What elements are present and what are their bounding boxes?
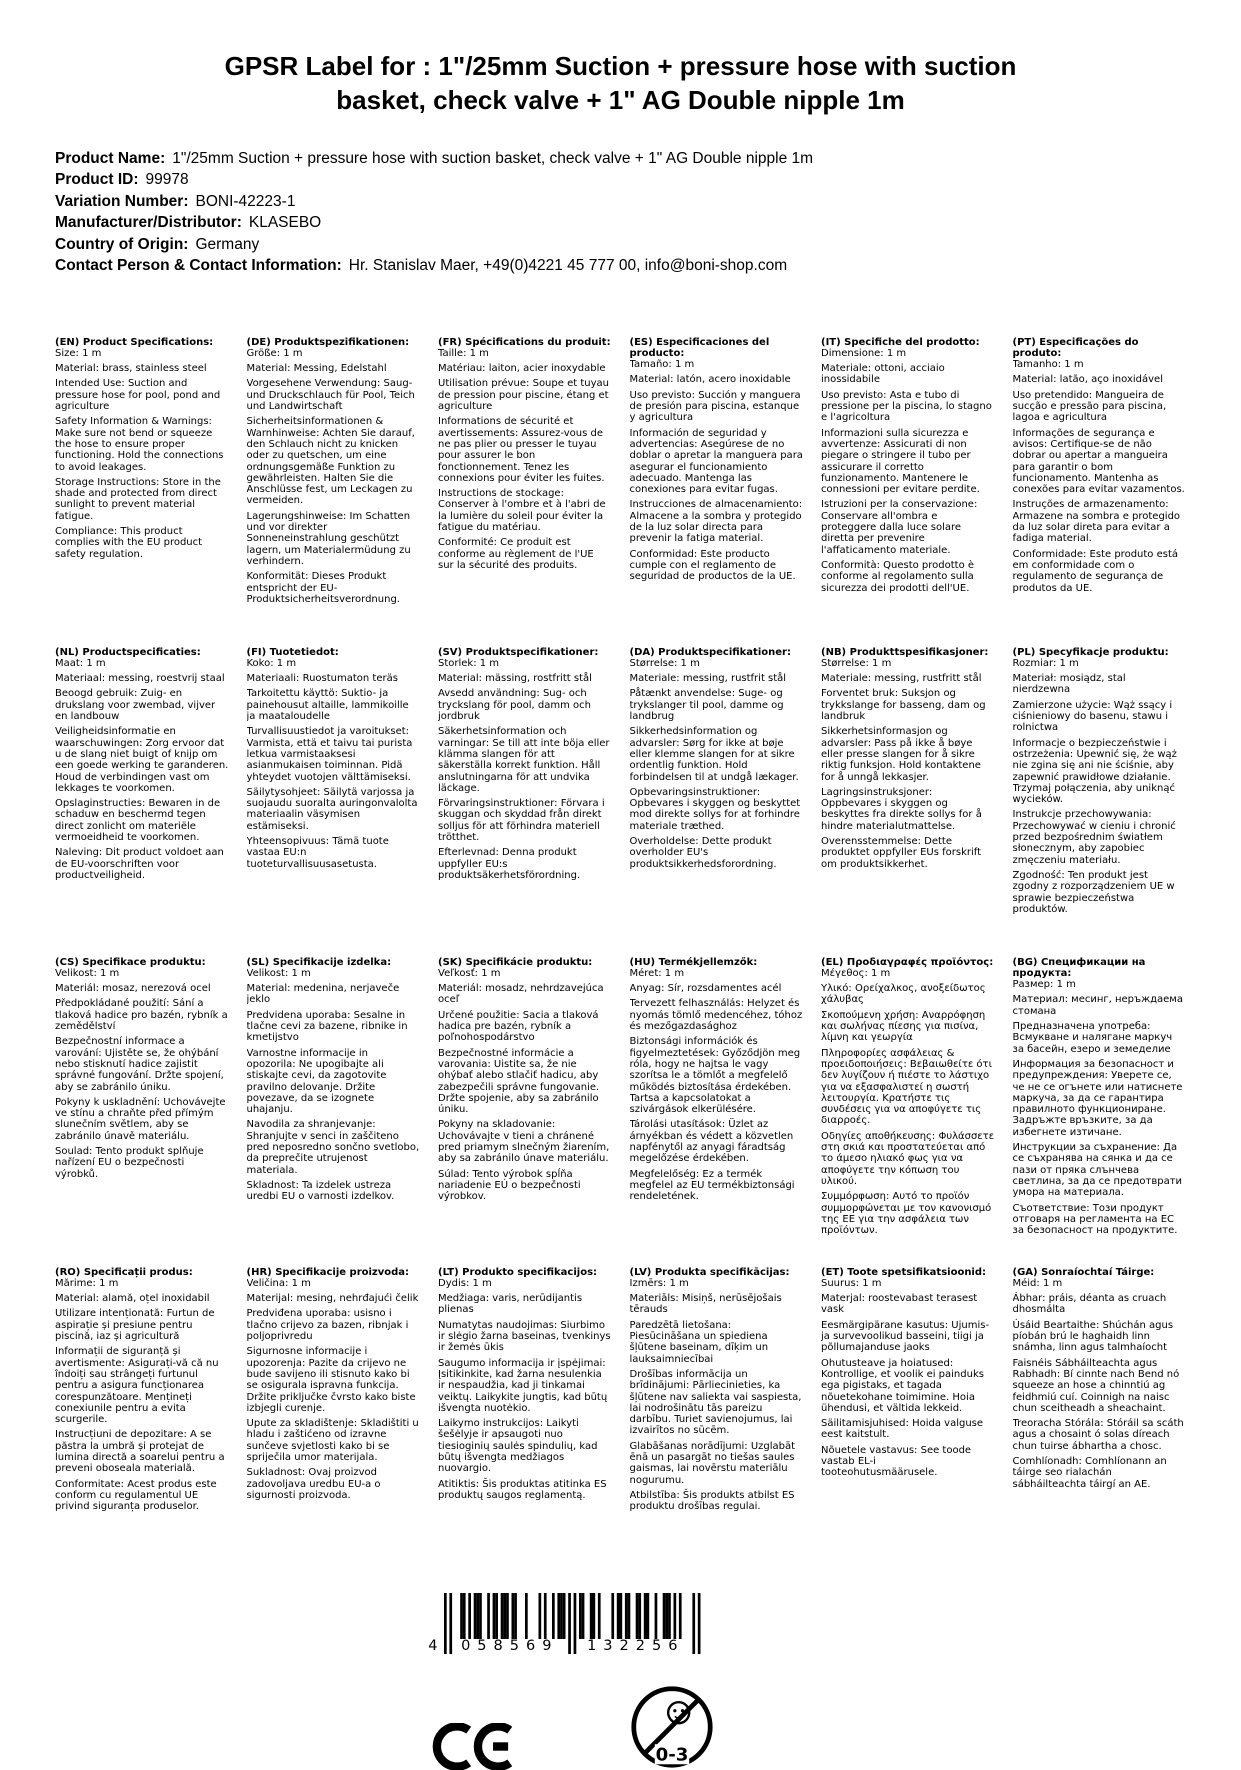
spec-block-title: (GA) Sonraíochtaí Táirge: xyxy=(1012,1266,1155,1278)
spec-paragraph: Materjal: roostevabast terasest vask xyxy=(821,1293,978,1316)
spec-block-title: (EN) Product Specifications: xyxy=(55,336,214,348)
spec-paragraph: Upute za skladištenje: Skladištiti u hladu i zaštićeno od izravne sunčeve svjetlosti kako bi se spriječila umor materijala. xyxy=(246,1418,419,1464)
spec-paragraph: Материал: месинг, неръждаема стомана xyxy=(1012,994,1183,1017)
spec-paragraph: Biztonsági információk és figyelmeztetések: Győződjön meg róla, hogy ne hajtsa le vagy szorítsa le a tömlőt a megfelelő működés biztosítása érdekében. Tartsa a kapcsolatokat a szivárgások elkerülésére. xyxy=(629,1036,801,1116)
spec-block xyxy=(55,337,229,647)
spec-paragraph: Bezpečnostné informácie a varovania: Uistite sa, že nie ohýbať alebo stlačiť hadicu, aby zabezpečili správne fungovanie. Držte spojenie, aby sa zabránilo úniku. xyxy=(438,1047,600,1116)
spec-paragraph: Opbevaringsinstruktioner: Opbevares i skyggen og beskyttet mod direkte sollys for at forhindre materiale træthed. xyxy=(629,786,801,832)
spec-paragraph: Předpokládané použití: Sání a tlaková hadice pro bazén, rybník a zemědělství xyxy=(55,998,228,1033)
spec-block-body xyxy=(630,658,804,870)
product-info-label: Contact Person & Contact Information: xyxy=(55,257,342,275)
spec-block-body xyxy=(438,968,612,1203)
spec-block xyxy=(1013,647,1187,957)
spec-paragraph: Størrelse: 1 m xyxy=(629,657,700,669)
spec-block-title: (PL) Specyfikacje produktu: xyxy=(1012,646,1169,658)
product-info-value: 1"/25mm Suction + pressure hose with suction basket, check valve + 1" AG Double nipple 1m xyxy=(172,149,814,167)
spec-paragraph: Méret: 1 m xyxy=(629,967,685,979)
spec-paragraph: Určené použitie: Sacia a tlaková hadica pre bazén, rybník a poľnohospodárstvo xyxy=(438,1009,599,1044)
spec-paragraph: Drošības informācija un brīdinājumi: Pārliecinieties, ka šļūtene nav saliekta vai saspiesta, lai nodrošinātu tās pareizu darbību. Turiet savienojumus, lai izvairītos no sūcēm. xyxy=(629,1368,802,1437)
specs-grid xyxy=(55,337,1186,1577)
spec-paragraph: Méid: 1 m xyxy=(1012,1277,1063,1289)
spec-paragraph: Izmērs: 1 m xyxy=(629,1277,689,1289)
spec-paragraph: Materiál: mosaz, nerezová ocel xyxy=(55,983,211,995)
spec-block-body xyxy=(247,968,421,1203)
spec-paragraph: Varnostne informacije in opozorila: Ne upogibajte ali stiskajte cevi, da zagotovite pravilno delovanje. Držite povezave, da se izognete uhajanju. xyxy=(246,1047,387,1116)
spec-paragraph: Instruções de armazenamento: Armazene na sombra e protegido da luz solar direta para evitar a fadiga material. xyxy=(1012,499,1181,545)
spec-paragraph: Informații de siguranță și avertismente: Asigurați-vă că nu îndoiți sau strângeți furtunul pentru a asigura funcționarea corespunzătoare. Mențineți conexiunile pentru a evita scurgerile. xyxy=(55,1346,219,1426)
spec-paragraph: Istruzioni per la conservazione: Conservare all'ombra e proteggere dalla luce solare diretta per prevenire l'affaticamento materiale. xyxy=(821,499,978,556)
spec-paragraph: Predvidena uporaba: Sesalne in tlačne cevi za bazene, ribnike in kmetijstvo xyxy=(246,1009,408,1044)
spec-block-title: (FR) Spécifications du produit: xyxy=(438,336,611,348)
spec-block xyxy=(821,337,995,647)
spec-paragraph: Informacje o bezpieczeństwie i ostrzeżenia: Upewnić się, że wąż nie zgina się ani nie ściśnie, aby zapewnić prawidłowe działanie. Trzymaj połączenia, aby uniknąć wycieków. xyxy=(1012,737,1177,806)
spec-paragraph: Съответствие: Този продукт отговаря на регламента на ЕС за безопасност на продуктите. xyxy=(1012,1202,1178,1237)
spec-paragraph: Størrelse: 1 m xyxy=(821,657,892,669)
spec-paragraph: Tervezett felhasználás: Helyzet és nyomás tömlő medencéhez, tóhoz és mezőgazdasághoz xyxy=(629,998,803,1033)
spec-paragraph: Lagerungshinweise: Im Schatten und vor direkter Sonneneinstrahlung geschützt lagern, um Materialermüdung zu verhindern. xyxy=(246,510,411,567)
spec-block xyxy=(247,337,421,647)
spec-block-body xyxy=(630,359,804,582)
product-info-value: Germany xyxy=(195,235,260,253)
spec-paragraph: Conformidad: Este producto cumple con el reglamento de seguridad de productos de la UE. xyxy=(629,548,796,583)
spec-paragraph: Предназначена употреба: Всмукване и налягане маркуч за басейн, езеро и земеделие xyxy=(1012,1021,1173,1055)
spec-block-body xyxy=(821,658,995,870)
spec-paragraph: Comhlíonadh: Comhlíonann an táirge seo rialachán sábháilteachta táirgí an AE. xyxy=(1012,1456,1167,1490)
spec-paragraph: Overholdelse: Dette produkt overholder EU's produktsikkerhedsforordning. xyxy=(629,836,777,870)
spec-paragraph: Paredzētā lietošana: Piesūcināšana un spiediena šļūtene baseinam, dīķim un lauksaimniecībai xyxy=(629,1319,769,1365)
spec-paragraph: Forventet bruk: Suksjon og trykkslange for basseng, dam og landbruk xyxy=(821,688,986,723)
spec-block xyxy=(1013,957,1187,1267)
spec-block xyxy=(630,337,804,647)
product-info-row xyxy=(55,255,1186,277)
spec-block-body xyxy=(55,658,229,881)
product-info-label: Product ID: xyxy=(55,171,139,189)
spec-paragraph: Uso pretendido: Mangueira de sucção e pressão para piscina, lagoa e agricultura xyxy=(1012,389,1167,424)
spec-paragraph: Größe: 1 m xyxy=(246,347,303,359)
spec-paragraph: Οδηγίες αποθήκευσης: Φυλάσσετε στη σκιά και προστατεύεται από το άμεσο ηλιακό φως για να αποφύγετε την κόπωση του υλικού. xyxy=(821,1130,995,1187)
spec-block-title: (IT) Specifiche del prodotto: xyxy=(821,336,980,348)
product-info-row xyxy=(55,234,1186,256)
product-info-label: Manufacturer/Distributor: xyxy=(55,214,242,232)
spec-paragraph: Nõuetele vastavus: See toode vastab EL-i tooteohutusmäärusele. xyxy=(821,1444,972,1479)
spec-paragraph: Veličina: 1 m xyxy=(246,1277,311,1289)
spec-paragraph: Veiligheidsinformatie en waarschuwingen: Zorg ervoor dat u de slang niet buigt of knijp om een goede werking te garanderen. Houd de verbindingen vast om lekkages te voorkomen. xyxy=(55,726,229,794)
spec-block-body xyxy=(247,348,421,605)
spec-paragraph: Safety Information & Warnings: Make sure not bend or squeeze the hose to ensure proper functioning. Hold the connections to avoid leakages. xyxy=(55,416,224,473)
spec-block-body xyxy=(247,1278,421,1501)
spec-block xyxy=(55,1267,229,1577)
spec-block-title: (ES) Especificaciones del producto: xyxy=(629,336,770,359)
age-warning-label: 0-3 xyxy=(655,1744,688,1766)
spec-paragraph: Úsáid Beartaithe: Shúchán agus píobán brú le haghaidh linn snámha, linn agus talmhaíocht xyxy=(1012,1319,1174,1354)
spec-block xyxy=(1013,1267,1187,1577)
spec-block-title: (ET) Toote spetsifikatsioonid: xyxy=(821,1266,987,1278)
spec-paragraph: Soulad: Tento produkt splňuje nařízení EU o bezpečnosti výrobků. xyxy=(55,1146,204,1180)
spec-paragraph: Σκοπούμενη χρήση: Αναρρόφηση και σωλήνας πίεσης για πισίνα, λίμνη και γεωργία xyxy=(821,1009,986,1044)
spec-paragraph: Size: 1 m xyxy=(55,347,102,359)
spec-block-body xyxy=(630,1278,804,1513)
spec-paragraph: Dydis: 1 m xyxy=(438,1277,492,1289)
spec-paragraph: Πληροφορίες ασφάλειας & προειδοποιήσεις: Βεβαιωθείτε ότι δεν λυγίζουν ή πιέστε το λάστιχο για να εξασφαλιστεί η σωστή λειτουργία. Κρατήστε τις συνδέσεις για να αποφύγετε τις διαρροές. xyxy=(821,1047,992,1127)
spec-block-body xyxy=(821,968,995,1237)
spec-block xyxy=(1013,337,1187,647)
spec-block xyxy=(247,957,421,1267)
spec-paragraph: Pokyny na skladovanie: Uchovávajte v tieni a chránené pred priamym slnečným žiarením, aby sa zabránilo únave materiálu. xyxy=(438,1119,610,1165)
spec-paragraph: Instrukcje przechowywania: Przechowywać w cieniu i chronić przed bezpośrednim światłem słonecznym, aby zapobiec zmęczeniu materiału. xyxy=(1012,809,1176,866)
spec-paragraph: Storage Instructions: Store in the shade and protected from direct sunlight to prevent material fatigue. xyxy=(55,476,221,522)
spec-paragraph: Velikost: 1 m xyxy=(246,967,311,979)
spec-block-title: (HU) Termékjellemzők: xyxy=(629,956,758,968)
spec-paragraph: Påtænkt anvendelse: Suge- og trykslanger til pool, damme og landbrug xyxy=(629,688,784,723)
spec-paragraph: Matériau: laiton, acier inoxydable xyxy=(438,363,606,375)
spec-paragraph: Skladnost: Ta izdelek ustreza uredbi EU o varnosti izdelkov. xyxy=(246,1179,395,1203)
spec-paragraph: Avsedd användning: Sug- och tryckslang för pool, damm och jordbruk xyxy=(438,688,591,723)
spec-paragraph: Υλικό: Ορείχαλκος, ανοξείδωτος χάλυβας xyxy=(821,983,986,1006)
spec-paragraph: Materiał: mosiądz, stal nierdzewna xyxy=(1012,673,1126,696)
spec-paragraph: Información de seguridad y advertencias: Asegúrese de no doblar o apretar la manguera para asegurar el funcionamiento adecuado. Mantenga las conexiones para evitar fugas. xyxy=(629,427,803,496)
spec-paragraph: Veľkosť: 1 m xyxy=(438,967,501,979)
spec-paragraph: Vorgesehene Verwendung: Saug- und Druckschlauch für Pool, Teich und Landwirtschaft xyxy=(246,378,415,413)
spec-block-title: (PT) Especificações do produto: xyxy=(1012,336,1139,359)
spec-paragraph: Materiaal: messing, roestvrij staal xyxy=(55,673,225,685)
spec-paragraph: Informazioni sulla sicurezza e avvertenze: Assicurati di non piegare o stringere il tubo per assicurare il corretto funzionamento. Mantenere le connessioni per evitare perdite. xyxy=(821,427,980,496)
spec-block-title: (HR) Specifikacije proizvoda: xyxy=(246,1266,410,1278)
spec-paragraph: Treoracha Stórála: Stóráil sa scáth agus a chosaint ó solas díreach chun tuirse ábhartha a chosc. xyxy=(1012,1418,1184,1452)
page-title xyxy=(0,0,1241,118)
spec-paragraph: Compliance: This product complies with the EU product safety regulation. xyxy=(55,526,203,560)
spec-paragraph: Conformitate: Acest produs este conform cu regulamentul UE privind siguranța produselor. xyxy=(55,1478,217,1513)
spec-block xyxy=(438,337,612,647)
spec-paragraph: Tarkoitettu käyttö: Suktio- ja painehousut altaille, lammikoille ja maataloudelle xyxy=(246,688,409,723)
spec-paragraph: Instrucciones de almacenamiento: Almacene a la sombra y protegido de la luz solar directa para prevenir la fatiga material. xyxy=(629,499,803,545)
spec-paragraph: Turvallisuustiedot ja varoitukset: Varmista, että et taivu tai purista letkua varmistaaksesi asianmukaisen toiminnan. Pidä yhteydet vuotojen välttämiseksi. xyxy=(246,726,413,783)
spec-paragraph: Tamaño: 1 m xyxy=(629,359,695,371)
page-title-line-1: GPSR Label for : 1"/25mm Suction + pressure hose with suction xyxy=(224,51,1017,81)
spec-paragraph: Material: medenina, nerjaveče jeklo xyxy=(246,983,400,1006)
spec-block-title: (RO) Specificații produs: xyxy=(55,1266,193,1278)
spec-block-title: (CS) Specifikace produktu: xyxy=(55,956,206,968)
ean13-barcode xyxy=(428,1593,701,1658)
spec-paragraph: Faisnéis Sábháilteachta agus Rabhadh: Bí cinnte nach Bend nó squeeze an hose a chinntiú ag feidhmiú cuí. Coinnigh na naisc chun sceitheadh a sheachaint. xyxy=(1012,1357,1180,1414)
spec-block xyxy=(247,647,421,957)
spec-block xyxy=(821,647,995,957)
spec-block-body xyxy=(1013,979,1187,1236)
spec-paragraph: Suurus: 1 m xyxy=(821,1277,882,1289)
spec-block xyxy=(630,1267,804,1577)
spec-paragraph: Megfelelőség: Ez a termék megfelel az EU termékbiztonsági rendeletének. xyxy=(629,1168,795,1203)
product-info-row xyxy=(55,148,1186,170)
spec-paragraph: Material: latón, acero inoxidable xyxy=(629,374,791,386)
spec-block xyxy=(438,647,612,957)
spec-block xyxy=(438,957,612,1267)
spec-block xyxy=(821,1267,995,1577)
spec-paragraph: Conformità: Questo prodotto è conforme al regolamento sulla sicurezza dei prodotti dell'UE. xyxy=(821,559,975,594)
spec-paragraph: Materiál: mosadz, nehrdzavejúca oceľ xyxy=(438,983,604,1006)
spec-paragraph: Ábhar: práis, déanta as cruach dhosmálta xyxy=(1012,1293,1167,1316)
spec-paragraph: Tárolási utasítások: Üzlet az árnyékban és védett a közvetlen napfénytől az anyagi fáradtság megelőzése érdekében. xyxy=(629,1119,794,1165)
spec-paragraph: Material: brass, stainless steel xyxy=(55,363,207,375)
spec-block-body xyxy=(821,1278,995,1479)
compliance-icons-row xyxy=(431,1684,715,1770)
product-info xyxy=(55,148,1186,277)
spec-paragraph: Instrucțiuni de depozitare: A se păstra la umbră și protejat de lumina directă a soarelui pentru a preveni oboseala materială. xyxy=(55,1429,225,1475)
spec-paragraph: Säkerhetsinformation och varningar: Se till att inte böja eller klämma slangen för att säkerställa korrekt funktion. Håll anslutningarna för att undvika läckage. xyxy=(438,726,610,794)
spec-paragraph: Navodila za shranjevanje: Shranjujte v senci in zaščiteno pred neposredno sončno svetlobo, da preprečite utrujenost materiala. xyxy=(246,1119,420,1176)
product-info-value: BONI-42223-1 xyxy=(195,192,296,210)
spec-paragraph: Informações de segurança e avisos: Certifique-se de não dobrar ou apertar a mangueira para garantir o bom funcionamento. Mantenha as conexões para evitar vazamentos. xyxy=(1012,427,1185,496)
spec-paragraph: Material: Messing, Edelstahl xyxy=(246,363,387,375)
spec-paragraph: Storlek: 1 m xyxy=(438,657,500,669)
spec-paragraph: Sikkerhedsinformation og advarsler: Sørg for ikke at bøje eller klemme slangen for at sikre ordentlig funktion. Hold forbindelsen til at undgå lækager. xyxy=(629,726,799,783)
spec-block-body xyxy=(247,658,421,870)
spec-paragraph: Säilitamisjuhised: Hoida valguse eest kaitstult. xyxy=(821,1418,984,1441)
spec-paragraph: Размер: 1 m xyxy=(1012,979,1076,991)
spec-paragraph: Maat: 1 m xyxy=(55,657,106,669)
product-info-value: Hr. Stanislav Maer, +49(0)4221 45 777 00, info@boni-shop.com xyxy=(348,257,788,275)
spec-block xyxy=(55,957,229,1267)
spec-block-title: (SK) Špecifikácie produktu: xyxy=(438,956,593,968)
spec-paragraph: Koko: 1 m xyxy=(246,657,297,669)
spec-paragraph: Zgodność: Ten produkt jest zgodny z rozporządzeniem UE w sprawie bezpieczeństwa produktów. xyxy=(1012,869,1175,915)
spec-paragraph: Lagringsinstruksjoner: Oppbevares i skyggen og beskyttes fra direkte sollys for å hindre materialutmattelse. xyxy=(821,786,982,832)
spec-paragraph: Uso previsto: Succión y manguera de presión para piscina, estanque y agricultura xyxy=(629,389,801,424)
spec-block-body xyxy=(630,968,804,1203)
spec-paragraph: Materijal: mesing, nehrđajući čelik xyxy=(246,1293,419,1305)
spec-paragraph: Μέγεθος: 1 m xyxy=(821,967,891,979)
spec-paragraph: Förvaringsinstruktioner: Förvara i skuggan och skyddad från direkt solljus för att förhindra materiell trötthet. xyxy=(438,798,605,844)
spec-block-title: (NL) Productspecificaties: xyxy=(55,646,201,658)
spec-block-body xyxy=(55,968,229,1180)
spec-paragraph: Säilytysohjeet: Säilytä varjossa ja suojaudu suoralta auringonvalolta materiaalin väsymisen estämiseksi. xyxy=(246,786,418,832)
spec-block-body xyxy=(438,348,612,571)
product-info-value: KLASEBO xyxy=(248,214,322,232)
spec-block-title: (LV) Produkta specifikācijas: xyxy=(629,1266,790,1278)
spec-paragraph: Konformität: Dieses Produkt entspricht der EU-Produktsicherheitsverordnung. xyxy=(246,571,400,605)
spec-block xyxy=(247,1267,421,1577)
spec-block-title: (NB) Produkttspesifikasjoner: xyxy=(821,646,989,658)
product-info-row xyxy=(55,169,1186,191)
barcode-right-group: 132256 xyxy=(587,1637,685,1654)
spec-paragraph: Velikost: 1 m xyxy=(55,967,120,979)
spec-paragraph: Intended Use: Suction and pressure hose for pool, pond and agriculture xyxy=(55,378,221,413)
spec-paragraph: Materiale: messing, rustfritt stål xyxy=(821,673,982,685)
spec-paragraph: Opslaginstructies: Bewaren in de schaduw en beschermd tegen direct zonlicht om materiële vermoeidheid te voorkomen. xyxy=(55,798,221,844)
spec-paragraph: Συμμόρφωση: Αυτό το προϊόν συμμορφώνεται με τον κανονισμό της ΕΕ για την ασφάλεια των προϊόντων. xyxy=(821,1191,992,1237)
spec-paragraph: Yhteensopivuus: Tämä tuote vastaa EU:n tuoteturvallisuusasetusta. xyxy=(246,836,389,870)
spec-paragraph: Material: latão, aço inoxidável xyxy=(1012,374,1163,386)
spec-block-body xyxy=(438,658,612,881)
spec-block-title: (FI) Tuotetiedot: xyxy=(246,646,339,658)
spec-block-body xyxy=(55,348,229,560)
spec-paragraph: Taille: 1 m xyxy=(438,347,489,359)
barcode-left-group: 058569 xyxy=(461,1637,559,1654)
spec-paragraph: Materiāls: Misiņš, nerūsējošais tērauds xyxy=(629,1293,782,1316)
spec-block xyxy=(55,647,229,957)
spec-paragraph: Pokyny k uskladnění: Uchovávejte ve stínu a chraňte před přímým slunečním světlem, aby se zabránilo únavě materiálu. xyxy=(55,1096,226,1142)
spec-block-title: (LT) Produkto specifikacijos: xyxy=(438,1266,598,1278)
spec-paragraph: Beoogd gebruik: Zuig- en drukslang voor zwembad, vijver en landbouw xyxy=(55,688,216,723)
spec-paragraph: Eesmärgipärane kasutus: Ujumis- ja survevoolikud basseini, tiigi ja põllumajanduse jaoks xyxy=(821,1319,990,1354)
spec-paragraph: Rozmiar: 1 m xyxy=(1012,657,1079,669)
spec-paragraph: Dimensione: 1 m xyxy=(821,347,907,359)
ce-mark-icon xyxy=(431,1723,519,1770)
spec-block-title: (SV) Produktspecifikationer: xyxy=(438,646,599,658)
spec-block-title: (BG) Спецификации на продукта: xyxy=(1012,956,1146,979)
spec-paragraph: Atitiktis: Šis produktas atitinka ES produktų saugos reglamentą. xyxy=(438,1478,607,1501)
product-info-value: 99978 xyxy=(145,171,189,189)
spec-paragraph: Materiaali: Ruostumaton teräs xyxy=(246,673,398,685)
spec-paragraph: Glabāšanas norādījumi: Uzglabāt ēnā un pasargāt no tiešas saules gaismas, lai novērstu materiālu nogurumu. xyxy=(629,1440,796,1486)
product-info-row xyxy=(55,191,1186,213)
bottom-section xyxy=(0,1593,1241,1770)
spec-paragraph: Predviđena uporaba: usisno i tlačno crijevo za bazen, ribnjak i poljoprivredu xyxy=(246,1308,409,1343)
spec-paragraph: Sukladnost: Ovaj proizvod zadovoljava uredbu EU-a o sigurnosti proizvoda. xyxy=(246,1467,381,1501)
spec-paragraph: Ohutusteave ja hoiatused: Kontrollige, et voolik ei painduks ega pigistaks, et tagada nõuetekohane toimimine. Hoia ühendusi, et vältida lekkeid. xyxy=(821,1357,984,1414)
age-warning-0-3-icon xyxy=(629,1684,715,1770)
spec-paragraph: Naleving: Dit product voldoet aan de EU-voorschriften voor productveiligheid. xyxy=(55,847,224,881)
spec-paragraph: Bezpečnostní informace a varování: Ujistěte se, že ohýbání nebo stisknutí hadice zajistit správné fungování. Držte spojení, aby se zabránilo úniku. xyxy=(55,1036,224,1093)
spec-block xyxy=(630,647,804,957)
spec-paragraph: Materiale: ottoni, acciaio inossidabile xyxy=(821,363,945,386)
spec-paragraph: Sigurnosne informacije i upozorenja: Pazite da crijevo ne bude savijeno ili stisnuto kako bi se osigurala ispravna funkcija. Držite priključke čvrsto kako biste izbjegli curenje. xyxy=(246,1346,416,1414)
spec-paragraph: Material: alamă, oțel inoxidabil xyxy=(55,1293,210,1305)
spec-paragraph: Numatytas naudojimas: Siurbimo ir slėgio žarna baseinas, tvenkinys ir žemės ūkis xyxy=(438,1319,611,1354)
spec-paragraph: Informations de sécurité et avertissements: Assurez-vous de ne pas plier ou presser le tuyau pour assurer le bon fonctionnement. Tenez les connexions pour éviter les fuites. xyxy=(438,416,605,484)
spec-block xyxy=(438,1267,612,1577)
spec-paragraph: Sikkerhetsinformasjon og advarsler: Pass på ikke å bøye eller presse slangen for å sikre riktig funksjon. Hold kontaktene for å unngå lekkasjer. xyxy=(821,726,981,783)
spec-paragraph: Laikymo instrukcijos: Laikyti šešėlyje ir apsaugoti nuo tiesioginių saulės spindulių, kad būtų išvengta medžiagos nuovargio. xyxy=(438,1418,598,1475)
spec-paragraph: Conformité: Ce produit est conforme au règlement de l'UE sur la sécurité des produits. xyxy=(438,537,594,571)
spec-paragraph: Инструкции за съхранение: Да се съхранява на сянка и да се пази от пряка слънчева светлина, за да се предотврати умора на материала. xyxy=(1012,1142,1183,1199)
spec-block-body xyxy=(821,348,995,594)
spec-paragraph: Uso previsto: Asta e tubo di pressione per la piscina, lo stagno e l'agricoltura xyxy=(821,389,992,424)
barcode-first-digit: 4 xyxy=(428,1637,438,1654)
spec-paragraph: Информация за безопасност и предупреждения: Уверете се, че не се огънете или натиснете маркуча, за да се гарантира правилното функциониране. Задръжте връзките, за да избегнете изтичане. xyxy=(1012,1058,1183,1138)
spec-paragraph: Material: mässing, rostfritt stål xyxy=(438,673,592,685)
product-info-label: Product Name: xyxy=(55,149,166,167)
page-title-line-2: basket, check valve + 1" AG Double nipple 1m xyxy=(336,84,905,115)
spec-paragraph: Overensstemmelse: Dette produktet oppfyller EUs forskrift om produktsikkerhet. xyxy=(821,836,982,870)
spec-paragraph: Mărime: 1 m xyxy=(55,1277,119,1289)
spec-paragraph: Utilizare intenționată: Furtun de aspirație și presiune pentru piscină, iaz și agricultură xyxy=(55,1308,215,1343)
spec-block xyxy=(821,957,995,1267)
spec-block xyxy=(630,957,804,1267)
product-info-row xyxy=(55,212,1186,234)
spec-block-body xyxy=(1013,359,1187,594)
spec-paragraph: Tamanho: 1 m xyxy=(1012,359,1084,371)
spec-paragraph: Anyag: Sír, rozsdamentes acél xyxy=(629,983,782,995)
spec-block-body xyxy=(55,1278,229,1513)
spec-block-title: (EL) Προδιαγραφές προϊόντος: xyxy=(821,956,994,968)
spec-paragraph: Conformidade: Este produto está em conformidade com o regulamento de segurança de produtos da UE. xyxy=(1012,548,1179,594)
spec-paragraph: Atbilstība: Šis produkts atbilst ES produktu drošības regulai. xyxy=(629,1489,795,1513)
spec-paragraph: Instructions de stockage: Conserver à l'ombre et à l'abri de la lumière du soleil pour éviter la fatigue du matériau. xyxy=(438,488,606,534)
product-info-label: Variation Number: xyxy=(55,192,189,210)
spec-paragraph: Sicherheitsinformationen & Warnhinweise: Achten Sie darauf, den Schlauch nicht zu knicken oder zu quetschen, um eine ordnungsgemäße Funktion zu gewährleisten. Halten Sie die Anschlüsse fest, um Leckagen zu vermeiden. xyxy=(246,416,415,507)
spec-block-title: (DA) Produktspecifikationer: xyxy=(629,646,791,658)
spec-block-title: (DE) Produktspezifikationen: xyxy=(246,336,410,348)
spec-paragraph: Saugumo informacija ir įspėjimai: Įsitikinkite, kad žarna nesulenkia ir nespaudžia, kad ji tinkamai veiktų. Laikykite jungtis, kad būtų išvengta nuotėkio. xyxy=(438,1357,608,1414)
spec-paragraph: Súlad: Tento výrobok spĺňa nariadenie EÚ o bezpečnosti výrobkov. xyxy=(438,1168,581,1203)
spec-paragraph: Efterlevnad: Denna produkt uppfyller EU:s produktsäkerhetsförordning. xyxy=(438,847,581,881)
spec-paragraph: Medžiaga: varis, nerūdijantis plienas xyxy=(438,1293,583,1316)
spec-block-body xyxy=(1013,1278,1187,1490)
spec-block-title: (SL) Specifikacije izdelka: xyxy=(246,956,392,968)
product-info-label: Country of Origin: xyxy=(55,235,189,253)
spec-paragraph: Utilisation prévue: Soupe et tuyau de pression pour piscine, étang et agriculture xyxy=(438,378,609,413)
spec-block-body xyxy=(438,1278,612,1501)
spec-paragraph: Materiale: messing, rustfrit stål xyxy=(629,673,787,685)
spec-block-body xyxy=(1013,658,1187,915)
spec-paragraph: Zamierzone użycie: Wąż ssący i ciśnieniowy do basenu, stawu i rolnictwa xyxy=(1012,699,1173,734)
